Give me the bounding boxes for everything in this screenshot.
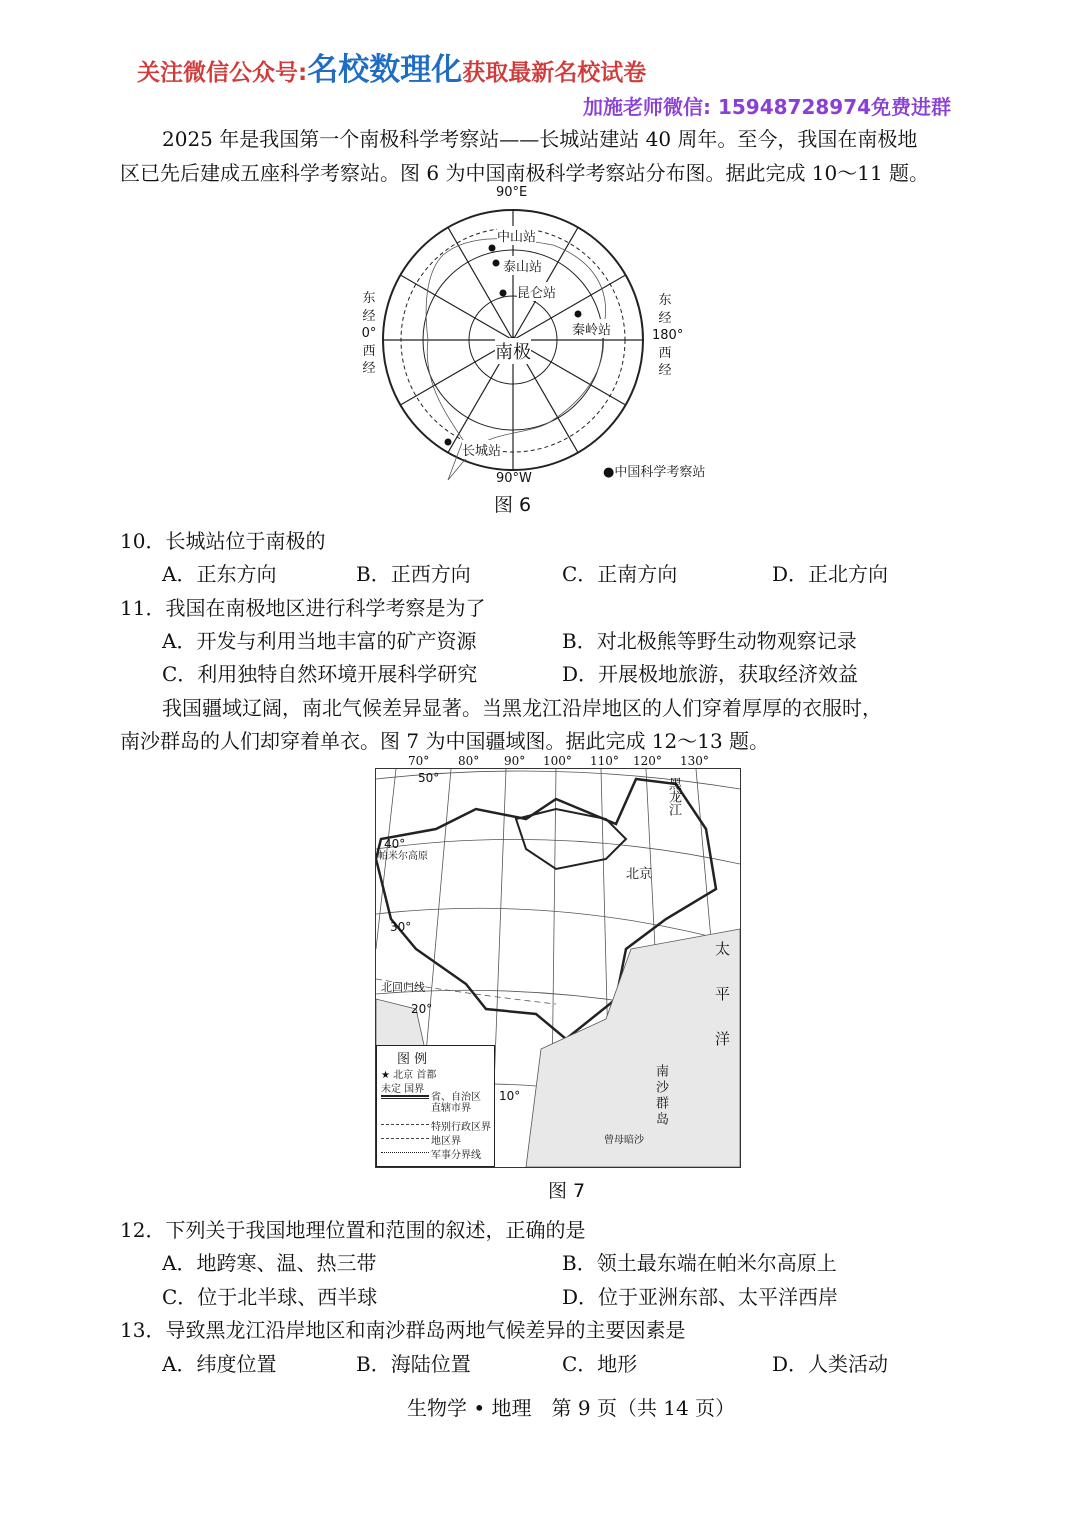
lat-label-40: 40°	[384, 837, 406, 851]
tropic-of-cancer-label: 北回归线	[381, 981, 425, 994]
page-footer: 生物学 • 地理 第 9 页（共 14 页）	[407, 1396, 736, 1420]
label-180-meridian	[652, 292, 684, 380]
q12-option-c[interactable]: C．位于北半球、西半球	[162, 1285, 378, 1309]
label-90w: 90°W	[496, 471, 532, 486]
south-pole-label: 南极	[495, 338, 531, 364]
q11-option-d[interactable]: D．开展极地旅游，获取经济效益	[562, 662, 859, 686]
q12-option-b[interactable]: B．领土最东端在帕米尔高原上	[562, 1251, 837, 1275]
station-changcheng: 长城站	[462, 440, 501, 459]
q13-option-d[interactable]: D．人类活动	[772, 1352, 889, 1376]
station-kunlun: 昆仑站	[517, 282, 556, 301]
nansha-islands-label: 南沙群岛	[653, 1064, 668, 1128]
lon-label: 100°	[543, 754, 572, 768]
legend-line	[381, 1098, 429, 1099]
q12-option-d[interactable]: D．位于亚洲东部、太平洋西岸	[562, 1285, 839, 1309]
watermark-prefix: 关注微信公众号:	[137, 60, 308, 86]
legend-title: 图 例	[397, 1052, 428, 1067]
beijing-label: 北京	[626, 867, 653, 882]
legend-line	[381, 1146, 429, 1153]
label-text: 经	[658, 310, 672, 326]
q13-option-a[interactable]: A．纬度位置	[162, 1352, 277, 1376]
station-taishan: 泰山站	[503, 256, 542, 275]
meridian-line	[400, 275, 513, 340]
label-text: 西	[362, 343, 376, 359]
label-text: 经	[362, 361, 376, 376]
q10-option-d[interactable]: D．正北方向	[772, 562, 889, 586]
legend-line	[381, 1132, 429, 1139]
station-zhongshan: 中山站	[497, 226, 536, 245]
label-text: 经	[658, 363, 672, 378]
legend-military-line: 军事分界线	[431, 1150, 481, 1161]
legend-line	[381, 1118, 429, 1125]
figure-6-caption: 图 6	[494, 494, 532, 516]
pamir-label: 帕米尔高原	[378, 851, 428, 862]
q13-option-c[interactable]: C．地形	[562, 1352, 638, 1376]
watermark-brand: 名校数理化	[307, 52, 463, 88]
q13-option-b[interactable]: B．海陆位置	[356, 1352, 471, 1376]
lat-label-10: 10°	[499, 1089, 521, 1103]
label-text: 东	[658, 293, 672, 308]
watermark-contact: 加施老师微信: 15948728974免费进群	[583, 95, 952, 119]
intro-line-1: 2025 年是我国第一个南极科学考察站——长城站建站 40 周年。至今，我国在南极地	[162, 127, 918, 151]
map-legend-station: ●中国科学考察站	[603, 465, 706, 480]
label-text: 0°	[361, 326, 377, 341]
q11-stem: 11．我国在南极地区进行科学考察是为了	[120, 596, 486, 620]
map-legend	[376, 1045, 495, 1167]
heilongjiang-label: 黑龙江	[666, 777, 681, 816]
q10-option-c[interactable]: C．正南方向	[562, 562, 678, 586]
label-0-meridian	[360, 290, 378, 378]
lat-label-50: 50°	[418, 771, 440, 785]
lon-label: 70°	[408, 754, 430, 768]
legend-sar-border: 特别行政区界	[431, 1122, 491, 1133]
q10-stem: 10．长城站位于南极的	[120, 529, 326, 553]
q10-option-a[interactable]: A．正东方向	[162, 562, 277, 586]
q11-option-b[interactable]: B．对北极熊等野生动物观察记录	[562, 629, 857, 653]
q13-stem: 13．导致黑龙江沿岸地区和南沙群岛两地气候差异的主要因素是	[120, 1318, 686, 1342]
q11-option-c[interactable]: C．利用独特自然环境开展科学研究	[162, 662, 478, 686]
label-text: 西	[658, 345, 672, 361]
intro2-line-2: 南沙群岛的人们却穿着单衣。图 7 为中国疆域图。据此完成 12～13 题。	[120, 729, 770, 753]
intro2-line-1: 我国疆域辽阔，南北气候差异显著。当黑龙江沿岸地区的人们穿着厚厚的衣服时，	[162, 696, 882, 720]
watermark-suffix: 获取最新名校试卷	[462, 60, 647, 86]
label-90e: 90°E	[496, 185, 528, 200]
pacific-ocean-label: 太平洋	[713, 941, 731, 1076]
q12-option-a[interactable]: A．地跨寒、温、热三带	[162, 1251, 377, 1275]
q10-option-b[interactable]: B．正西方向	[356, 562, 471, 586]
lat-label-20: 20°	[411, 1002, 433, 1016]
q12-stem: 12．下列关于我国地理位置和范围的叙述，正确的是	[120, 1218, 586, 1242]
lon-label: 110°	[590, 754, 619, 768]
label-text: 东	[362, 291, 376, 306]
intro-line-2: 区已先后建成五座科学考察站。图 6 为中国南极科学考察站分布图。据此完成 10～11 题。	[120, 161, 930, 185]
label-text: 180°	[652, 328, 684, 343]
figure-7-caption: 图 7	[548, 1180, 586, 1202]
lat-label-30: 30°	[390, 920, 412, 934]
q11-option-a[interactable]: A．开发与利用当地丰富的矿产资源	[162, 629, 477, 653]
zengmu-ansha-label: 曾母暗沙	[604, 1135, 644, 1146]
longitude-labels	[375, 754, 741, 768]
legend-region-border: 地区界	[431, 1136, 461, 1147]
lon-label: 80°	[458, 754, 480, 768]
watermark-banner	[137, 44, 646, 89]
label-text: 经	[362, 308, 376, 324]
legend-province-border: 省、自治区 直辖市界	[431, 1092, 481, 1114]
legend-capital: ★ 北京 首都	[381, 1070, 437, 1081]
station-qinling: 秦岭站	[572, 319, 611, 338]
lon-label: 120°	[633, 754, 662, 768]
china-territory-map	[375, 768, 741, 1168]
lon-label: 130°	[680, 754, 709, 768]
lon-label: 90°	[504, 754, 526, 768]
legend-national-border: 未定 国界	[381, 1080, 429, 1097]
